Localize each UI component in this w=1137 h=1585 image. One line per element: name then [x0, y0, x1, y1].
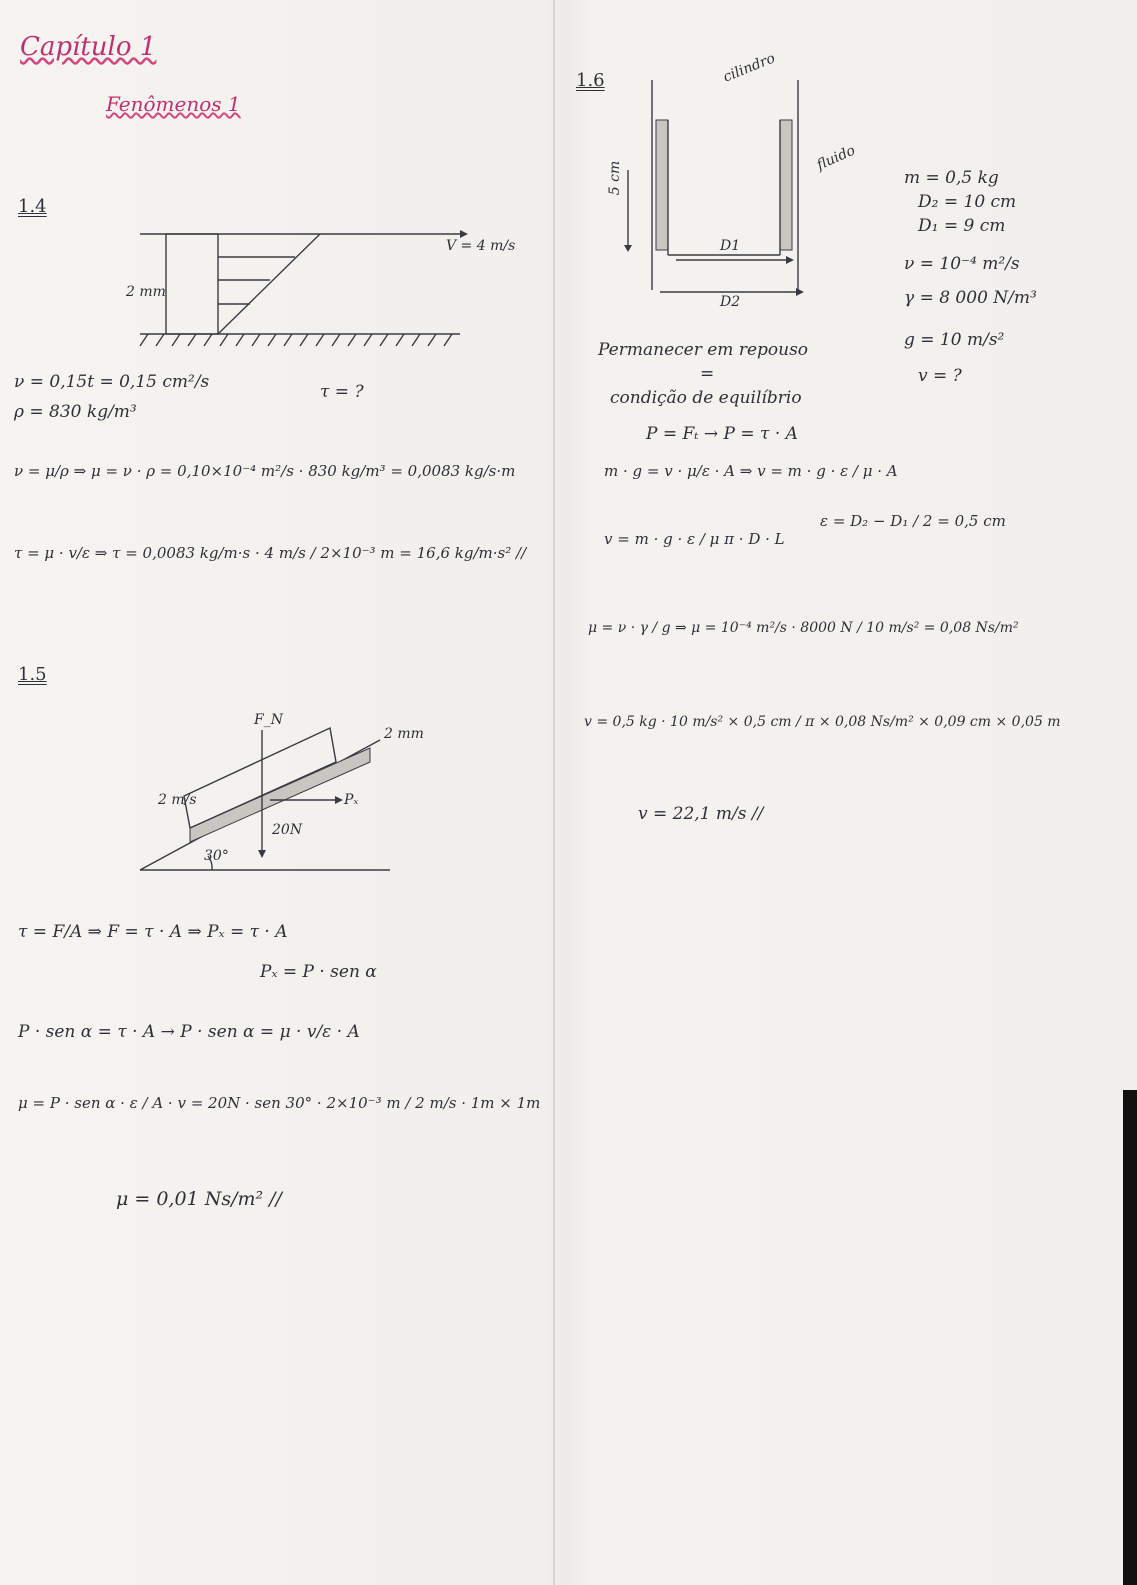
p15-line-1: τ = F/A ⇒ F = τ · A ⇒ Pₓ = τ · A: [18, 922, 288, 942]
p14-line-2: ρ = 830 kg/m³: [14, 402, 137, 422]
d2-label: D2: [720, 294, 741, 310]
chapter-title: Capítulo 1: [20, 32, 157, 62]
p14-line-1: ν = 0,15t = 0,15 cm²/s: [14, 372, 210, 392]
normal-force-label: F_N: [254, 712, 283, 728]
p15-line-2: Pₓ = P · sen α: [260, 962, 377, 982]
angle-label: 30°: [204, 848, 229, 864]
p16-line-3: condição de equilíbrio: [610, 388, 802, 408]
p14-line-4: τ = μ · v/ε ⇒ τ = 0,0083 kg/m·s · 4 m/s / 2×10⁻³ m = 16,6 kg/m·s² //: [14, 544, 527, 562]
p16-line-5: m · g = v · μ/ε · A ⇒ v = m · g · ε / μ · A: [604, 462, 898, 480]
p16-line-4: P = Fₜ → P = τ · A: [646, 424, 798, 444]
problem-number-1-6: 1.6: [576, 70, 605, 91]
page-edge-shadow: [1123, 1090, 1137, 1585]
page-fold: [553, 0, 555, 1585]
fluid-label: fluido: [814, 142, 858, 174]
given-d2: D₂ = 10 cm: [918, 192, 1017, 212]
p16-line-10: v = 22,1 m/s //: [638, 804, 764, 824]
p16-line-7: ε = D₂ − D₁ / 2 = 0,5 cm: [820, 512, 1006, 530]
p16-line-9: v = 0,5 kg · 10 m/s² × 0,5 cm / π × 0,08 Ns/m² × 0,09 cm × 0,05 m: [584, 714, 1061, 730]
speed-label: 2 m/s: [158, 792, 197, 808]
thickness-label: 2 mm: [384, 726, 424, 742]
problem-number-1-4: 1.4: [18, 196, 47, 217]
given-g: g = 10 m/s²: [904, 330, 1005, 350]
d1-label: D1: [720, 238, 741, 254]
weight-label: 20N: [272, 822, 303, 838]
p16-line-2: =: [700, 364, 715, 384]
given-gamma: γ = 8 000 N/m³: [904, 288, 1037, 308]
p15-line-5: μ = 0,01 Ns/m² //: [116, 1188, 282, 1210]
p16-line-1: Permanecer em repouso: [598, 340, 809, 360]
given-nu: ν = 10⁻⁴ m²/s: [904, 254, 1020, 274]
figure-1-6: [590, 80, 820, 310]
height-label: 5 cm: [607, 160, 624, 196]
given-d1: D₁ = 9 cm: [918, 216, 1006, 236]
velocity-label: V = 4 m/s: [446, 238, 516, 254]
p15-line-4: μ = P · sen α · ε / A · v = 20N · sen 30° · 2×10⁻³ m / 2 m/s · 1m × 1m: [18, 1094, 541, 1112]
p16-line-6: v = m · g · ε / μ π · D · L: [604, 530, 785, 548]
chapter-subtitle: Fenômenos 1: [106, 92, 241, 116]
problem-number-1-5: 1.5: [18, 664, 47, 685]
p14-line-3: ν = μ/ρ ⇒ μ = ν · ρ = 0,10×10⁻⁴ m²/s · 830 kg/m³ = 0,0083 kg/s·m: [14, 462, 516, 480]
p14-tau-question: τ = ?: [320, 382, 364, 402]
cylinder-label: cilindro: [720, 50, 778, 86]
gap-label: 2 mm: [126, 284, 166, 300]
px-label: Pₓ: [344, 792, 359, 808]
given-mass: m = 0,5 kg: [904, 168, 999, 188]
p15-line-3: P · sen α = τ · A → P · sen α = μ · v/ε · A: [18, 1022, 360, 1042]
given-v-question: v = ?: [918, 366, 962, 386]
p16-line-8: μ = ν · γ / g ⇒ μ = 10⁻⁴ m²/s · 8000 N / 10 m/s² = 0,08 Ns/m²: [588, 620, 1019, 636]
